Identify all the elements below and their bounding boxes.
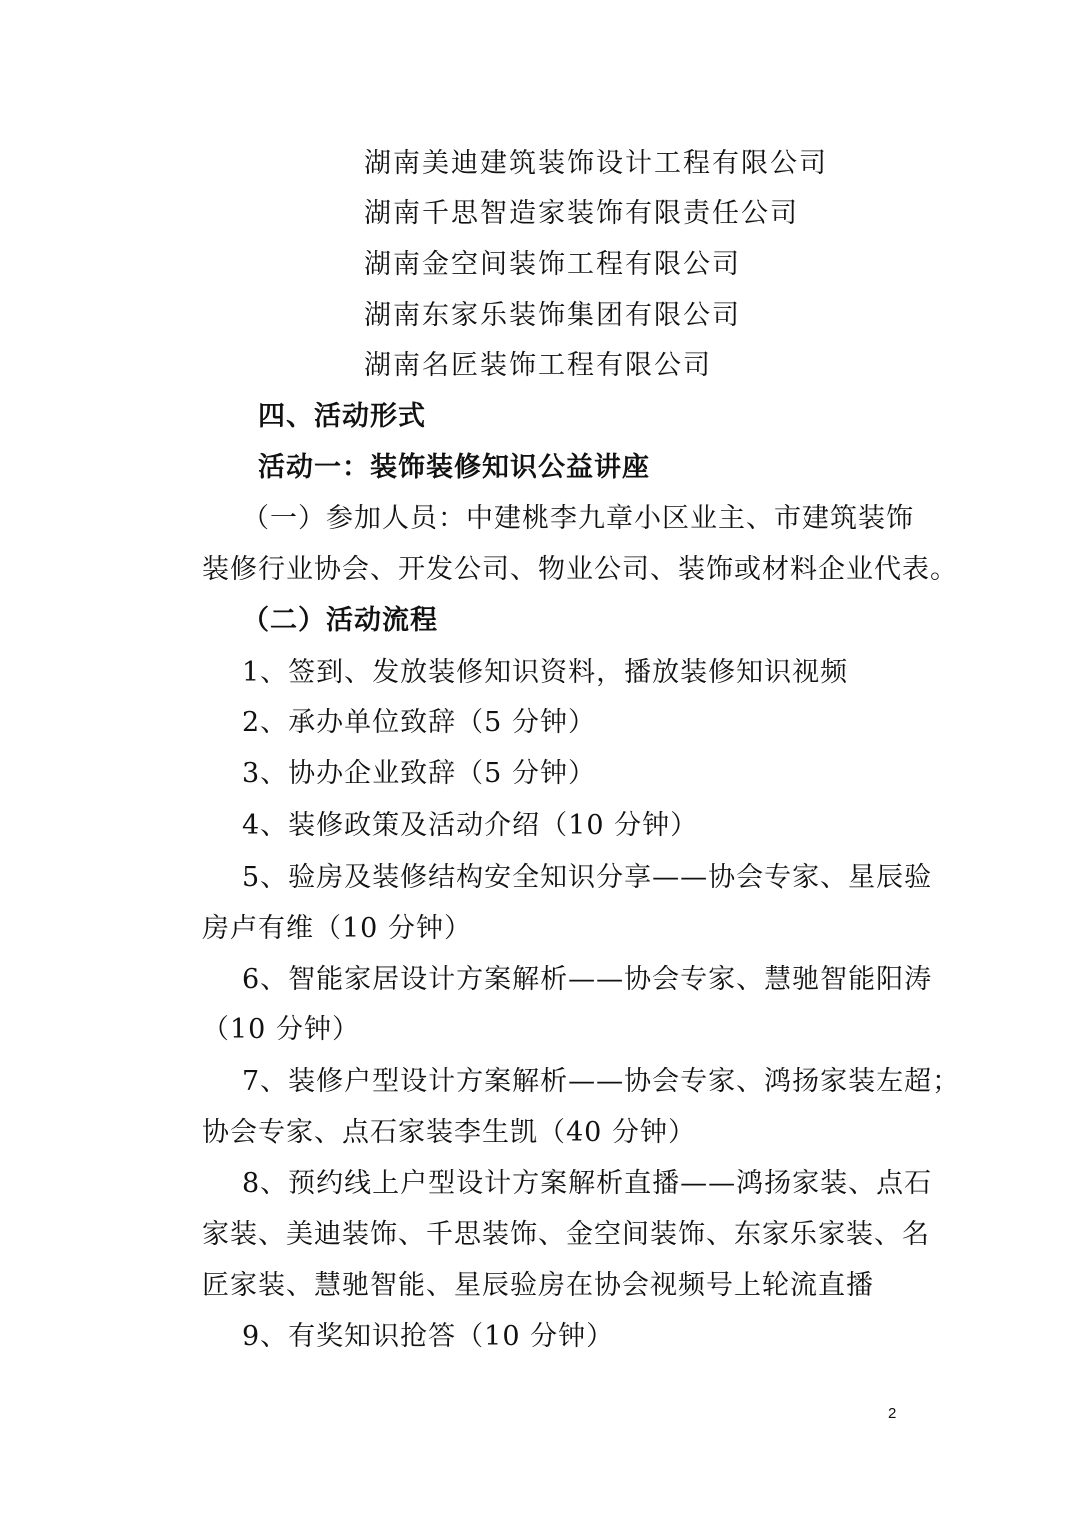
step-2: 2、承办单位致辞（5 分钟）	[242, 707, 596, 738]
step-9: 9、有奖知识抢答（10 分钟）	[242, 1321, 615, 1352]
company-line-5: 湖南名匠装饰工程有限公司	[364, 350, 712, 381]
step-5-line-2: 房卢有维（10 分钟）	[202, 913, 472, 944]
step-6-line-2: （10 分钟）	[202, 1014, 360, 1045]
company-line-3: 湖南金空间装饰工程有限公司	[364, 249, 741, 280]
step-8-line-2: 家装、美迪装饰、千思装饰、金空间装饰、东家乐家装、名	[202, 1219, 930, 1250]
participants-line-1: （一）参加人员：中建桃李九章小区业主、市建筑装饰	[242, 503, 914, 534]
step-6-line-1: 6、智能家居设计方案解析——协会专家、慧驰智能阳涛	[242, 964, 933, 995]
step-4: 4、装修政策及活动介绍（10 分钟）	[242, 810, 699, 841]
section-heading: 四、活动形式	[258, 401, 426, 432]
step-8-line-1: 8、预约线上户型设计方案解析直播——鸿扬家装、点石	[242, 1168, 933, 1199]
participants-line-2: 装修行业协会、开发公司、物业公司、装饰或材料企业代表。	[202, 554, 958, 585]
process-heading: （二）活动流程	[242, 605, 438, 636]
company-line-2: 湖南千思智造家装饰有限责任公司	[364, 198, 799, 229]
company-line-4: 湖南东家乐装饰集团有限公司	[364, 300, 741, 331]
page-number: 2	[888, 1405, 897, 1422]
company-line-1: 湖南美迪建筑装饰设计工程有限公司	[364, 148, 828, 179]
step-5-line-1: 5、验房及装修结构安全知识分享——协会专家、星辰验	[242, 862, 933, 893]
step-8-line-3: 匠家装、慧驰智能、星辰验房在协会视频号上轮流直播	[202, 1270, 874, 1301]
step-7-line-2: 协会专家、点石家装李生凯（40 分钟）	[202, 1117, 696, 1148]
activity-heading: 活动一：装饰装修知识公益讲座	[258, 452, 650, 483]
step-3: 3、协办企业致辞（5 分钟）	[242, 758, 596, 789]
step-1: 1、签到、发放装修知识资料，播放装修知识视频	[242, 657, 849, 688]
step-7-line-1: 7、装修户型设计方案解析——协会专家、鸿扬家装左超；	[242, 1066, 961, 1097]
